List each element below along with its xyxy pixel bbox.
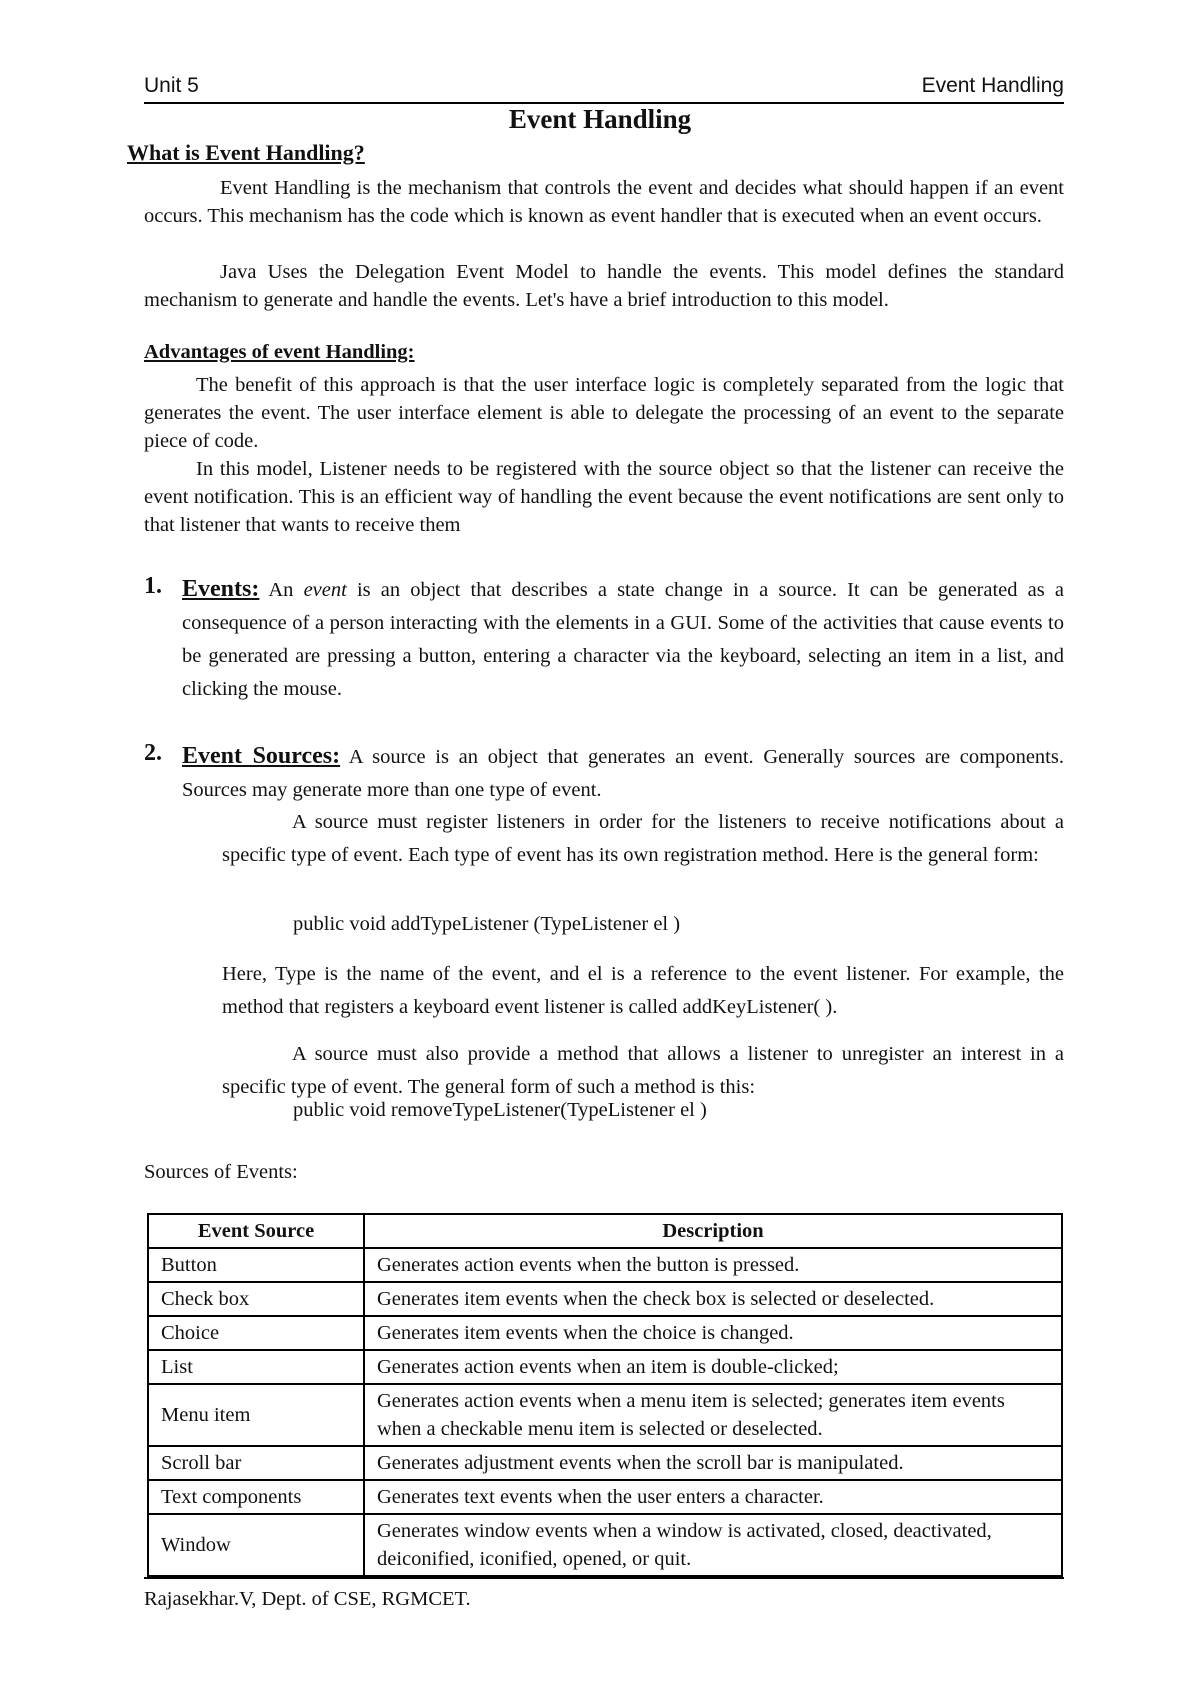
table-cell-description: Generates action events when a menu item is selected; generates item events when a checkable menu item is selected or deselected. <box>364 1384 1062 1446</box>
table-row <box>148 1350 1062 1384</box>
add-listener-signature: public void addTypeListener (TypeListener el ) <box>293 913 681 935</box>
table-row <box>148 1282 1062 1316</box>
event-sources-text: A source is an object that generates an event. Generally sources are components. Sources may generate more than one type of event. <box>182 746 1064 801</box>
table-row <box>148 1514 1062 1576</box>
header-unit: Unit 5 <box>144 74 199 97</box>
advantages-paragraph-1-text: The benefit of this approach is that the user interface logic is completely separated from the logic that generates the event. The user interface element is able to delegate the processing of an event to the separate piece of code. <box>144 374 1064 452</box>
advantages-heading: Advantages of event Handling: <box>144 341 415 363</box>
events-body <box>182 573 1064 706</box>
table-row <box>148 1316 1062 1350</box>
register-paragraph-text: A source must register listeners in order for the listeners to receive notifications about a specific type of event. Each type of event has its own registration method. Here is the general form: <box>222 811 1064 866</box>
table-cell-source: List <box>148 1350 364 1384</box>
intro-paragraph-1-text: Event Handling is the mechanism that controls the event and decides what should happen if an event occurs. This mechanism has the code which is known as event handler that is executed when an event occurs. <box>144 177 1064 227</box>
table-cell-description: Generates action events when the button is pressed. <box>364 1248 1062 1282</box>
footer-author: Rajasekhar.V, Dept. of CSE, RGMCET. <box>144 1588 471 1610</box>
table-header-row <box>148 1214 1062 1248</box>
table-row <box>148 1384 1062 1446</box>
list-item-event-sources <box>144 740 1064 806</box>
remove-listener-signature: public void removeTypeListener(TypeListener el ) <box>293 1099 707 1121</box>
table-cell-description: Generates item events when the check box is selected or deselected. <box>364 1282 1062 1316</box>
advantages-paragraph-2 <box>144 455 1064 539</box>
events-term: event <box>303 579 347 601</box>
table-cell-source: Button <box>148 1248 364 1282</box>
register-paragraph <box>222 806 1064 872</box>
running-header <box>144 70 1064 104</box>
events-heading: Events: <box>182 576 260 602</box>
table-row <box>148 1248 1062 1282</box>
list-number: 2. <box>144 740 162 766</box>
table-cell-description: Generates item events when the choice is changed. <box>364 1316 1062 1350</box>
table-row <box>148 1480 1062 1514</box>
unregister-paragraph <box>222 1038 1064 1104</box>
intro-paragraph-1 <box>144 174 1064 230</box>
type-paragraph: Here, Type is the name of the event, and el is a reference to the event listener. For example, the method that registers a keyboard event listener is called addKeyListener( ). <box>222 963 1064 1018</box>
page-title: Event Handling <box>508 104 692 134</box>
table-cell-source: Choice <box>148 1316 364 1350</box>
table-cell-source: Window <box>148 1514 364 1576</box>
footer-rule <box>144 1577 1064 1579</box>
table-cell-source: Scroll bar <box>148 1446 364 1480</box>
section-heading-what: What is Event Handling? <box>127 140 365 165</box>
table-cell-source: Check box <box>148 1282 364 1316</box>
unregister-paragraph-text: A source must also provide a method that allows a listener to unregister an interest in a specific type of event. The general form of such a method is this: <box>222 1043 1064 1098</box>
events-text: is an object that describes a state change in a source. It can be generated as a consequence of a person interacting with the elements in a GUI. Some of the activities that cause events to be generated are pressing a button, entering a character via the keyboard, selecting an item in a list, and clicking the mouse. <box>182 579 1064 700</box>
intro-paragraph-2-text: Java Uses the Delegation Event Model to handle the events. This model defines the standard mechanism to generate and handle the events. Let's have a brief introduction to this model. <box>144 261 1064 311</box>
list-number: 1. <box>144 573 162 599</box>
event-sources-body <box>182 740 1064 807</box>
event-sources-table <box>147 1213 1063 1577</box>
column-header-description: Description <box>364 1214 1062 1248</box>
table-cell-source: Menu item <box>148 1384 364 1446</box>
advantages-paragraph-1 <box>144 371 1064 455</box>
table-cell-description: Generates action events when an item is double-clicked; <box>364 1350 1062 1384</box>
table-cell-description: Generates adjustment events when the scroll bar is manipulated. <box>364 1446 1062 1480</box>
table-cell-description: Generates window events when a window is activated, closed, deactivated, deiconified, iconified, opened, or quit. <box>364 1514 1062 1576</box>
table-cell-description: Generates text events when the user enters a character. <box>364 1480 1062 1514</box>
event-sources-heading: Event Sources: <box>182 743 341 769</box>
intro-paragraph-2 <box>144 258 1064 314</box>
header-topic: Event Handling <box>921 74 1064 97</box>
sources-of-events-label: Sources of Events: <box>144 1161 298 1183</box>
table-row <box>148 1446 1062 1480</box>
advantages-paragraph-2-text: In this model, Listener needs to be registered with the source object so that the listener can receive the event notification. This is an efficient way of handling the event because the event notifications are sent only to that listener that wants to receive them <box>144 458 1064 536</box>
events-text-lead: An <box>259 579 304 601</box>
column-header-event-source: Event Source <box>148 1214 364 1248</box>
list-item-events <box>144 573 1064 713</box>
table-cell-source: Text components <box>148 1480 364 1514</box>
